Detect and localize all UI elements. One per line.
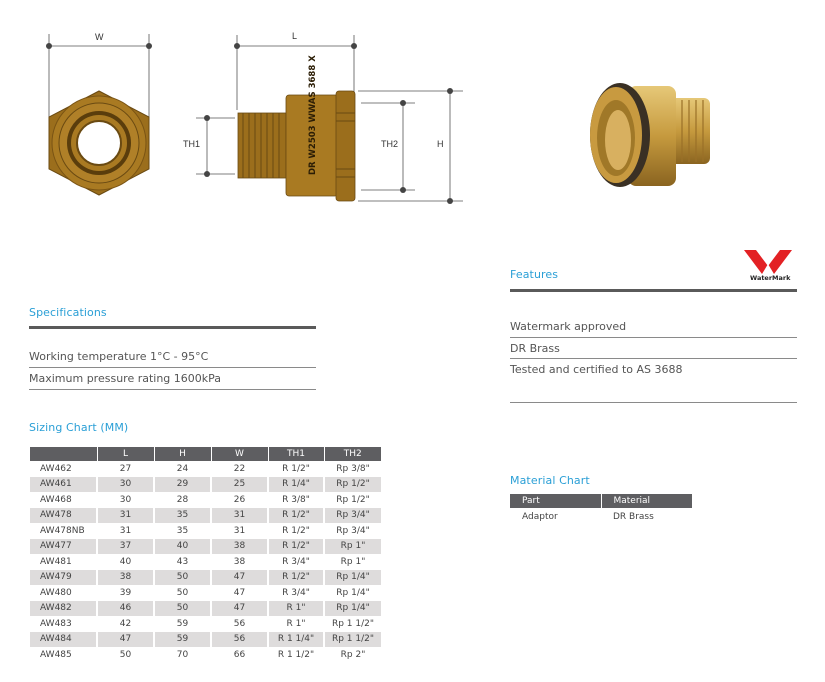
table-row (30, 539, 381, 555)
material-chart-table (510, 494, 692, 523)
column-header-part: Part (510, 494, 601, 508)
cell-th2: Rp 1/4" (324, 570, 381, 586)
dimension-label-l: L (292, 31, 298, 41)
cell-th2: Rp 3/4" (336, 525, 370, 536)
dimension-label-th1: TH1 (183, 139, 201, 149)
cell-model: AW484 (30, 632, 97, 648)
cell-h: 50 (154, 601, 211, 617)
spec-item: Working temperature 1°C - 95°C (29, 350, 209, 363)
cell-w: 31 (211, 508, 268, 524)
dimension-label-w: W (95, 32, 104, 42)
cell-th2: Rp 3/4" (324, 508, 381, 524)
cell-l: 31 (97, 508, 154, 524)
feature-item: Watermark approved (510, 320, 627, 333)
table-row (30, 508, 381, 524)
cell-model: AW480 (30, 585, 97, 601)
cell-l: 39 (97, 585, 154, 601)
cell-h: 59 (154, 616, 211, 632)
cell-th2: Rp 1 1/2" (331, 618, 375, 629)
cell-th2: Rp 1/4" (324, 601, 381, 617)
cell-l: 47 (97, 632, 154, 648)
cell-l: 30 (97, 492, 154, 508)
product-photo (580, 70, 745, 200)
column-header-th1: TH1 (268, 447, 324, 461)
cell-l: 46 (97, 601, 154, 617)
cell-th2: Rp 1/2" (324, 477, 381, 493)
table-row (30, 585, 381, 601)
cell-l: 38 (97, 570, 154, 586)
cell-w: 56 (211, 616, 268, 632)
cell-model: AW468 (30, 492, 97, 508)
cell-th1: R 1 1/4" (268, 632, 324, 648)
cell-th1: R 1/2" (268, 523, 324, 539)
table-row (510, 508, 692, 523)
cell-th2: Rp 1/2" (336, 494, 370, 505)
spec-divider (29, 389, 316, 390)
feature-item: Tested and certified to AS 3688 (510, 363, 683, 376)
cell-material: DR Brass (613, 511, 654, 522)
cell-l: 42 (97, 616, 154, 632)
cell-th1: R 1/2" (268, 539, 324, 555)
sizing-chart-table (30, 447, 381, 663)
features-title: Features (510, 268, 559, 281)
cell-h: 29 (154, 477, 211, 493)
cell-model: AW485 (30, 647, 97, 663)
column-header-th2: TH2 (324, 447, 381, 461)
table-row (30, 461, 381, 477)
cell-h: 50 (154, 570, 211, 586)
cell-model: AW479 (30, 570, 97, 586)
body-marking: DR W2503 WWAS 3688 X (308, 55, 318, 175)
cell-h: 59 (154, 632, 211, 648)
cell-th1: R 1/2" (268, 461, 324, 477)
cell-h: 70 (154, 647, 211, 663)
adaptor-side-icon (175, 25, 475, 215)
cell-th1: R 1/2" (268, 508, 324, 524)
side-view-diagram (175, 25, 475, 215)
feature-divider (510, 337, 797, 338)
cell-w: 25 (211, 477, 268, 493)
cell-l: 30 (97, 477, 154, 493)
feature-divider (510, 402, 797, 403)
cell-h: 50 (154, 585, 211, 601)
cell-th1: R 3/4" (268, 585, 324, 601)
cell-th1: R 1/2" (268, 570, 324, 586)
table-row (30, 616, 381, 632)
table-header-row (510, 494, 692, 508)
specifications-divider (29, 326, 316, 329)
table-header-row (30, 447, 381, 461)
cell-w: 56 (211, 632, 268, 648)
cell-model: AW478NB (30, 523, 97, 539)
cell-th1: R 1/4" (268, 477, 324, 493)
table-row (30, 523, 381, 539)
cell-model: AW461 (30, 477, 97, 493)
column-header-model (30, 447, 97, 461)
cell-model: AW483 (30, 616, 97, 632)
cell-l: 50 (97, 647, 154, 663)
table-row (30, 632, 381, 648)
table-row (30, 601, 381, 617)
cell-th1: R 1" (268, 616, 324, 632)
cell-l: 37 (97, 539, 154, 555)
cell-th2: Rp 1/4" (336, 587, 370, 598)
cell-l: 40 (97, 554, 154, 570)
column-header-w: W (211, 447, 268, 461)
cell-model: AW477 (30, 539, 97, 555)
spec-divider (29, 367, 316, 368)
features-divider (510, 289, 797, 292)
cell-w: 22 (211, 461, 268, 477)
cell-th2: Rp 1" (324, 539, 381, 555)
cell-part: Adaptor (522, 511, 558, 522)
feature-divider (510, 358, 797, 359)
cell-model: AW482 (30, 601, 97, 617)
table-row (30, 477, 381, 493)
dimension-label-th2: TH2 (381, 139, 399, 149)
cell-th1: R 3/8" (268, 492, 324, 508)
sizing-chart-title: Sizing Chart (MM) (29, 421, 129, 434)
brass-adaptor-photo-icon (580, 70, 745, 200)
cell-th1: R 3/4" (268, 554, 324, 570)
specifications-title: Specifications (29, 306, 107, 319)
table-row (30, 647, 381, 663)
dimension-label-h: H (437, 139, 444, 149)
cell-l: 31 (97, 523, 154, 539)
cell-h: 24 (154, 461, 211, 477)
hex-front-icon (20, 20, 180, 220)
cell-th1: R 1" (268, 601, 324, 617)
watermark-w-icon (740, 244, 796, 276)
cell-w: 38 (211, 539, 268, 555)
table-row (30, 554, 381, 570)
column-header-l: L (97, 447, 154, 461)
cell-model: AW462 (30, 461, 97, 477)
cell-w: 31 (211, 523, 268, 539)
feature-item: DR Brass (510, 342, 560, 355)
cell-h: 35 (154, 523, 211, 539)
table-row (30, 570, 381, 586)
table-row (30, 492, 381, 508)
cell-th1: R 1 1/2" (268, 647, 324, 663)
column-header-h: H (154, 447, 211, 461)
cell-w: 47 (211, 601, 268, 617)
cell-h: 43 (154, 554, 211, 570)
cell-h: 28 (154, 492, 211, 508)
spec-item: Maximum pressure rating 1600kPa (29, 372, 222, 385)
cell-w: 38 (211, 554, 268, 570)
cell-th2: Rp 2" (340, 649, 366, 660)
cell-h: 40 (154, 539, 211, 555)
material-chart-title: Material Chart (510, 474, 590, 487)
watermark-logo-text: WaterMark (750, 274, 791, 282)
cell-th2: Rp 1" (340, 556, 366, 567)
column-header-material: Material (601, 494, 692, 508)
cell-l: 27 (97, 461, 154, 477)
cell-h: 35 (154, 508, 211, 524)
cell-w: 26 (211, 492, 268, 508)
front-view-diagram (20, 20, 180, 220)
watermark-logo (740, 244, 796, 284)
cell-w: 66 (211, 647, 268, 663)
cell-w: 47 (211, 570, 268, 586)
cell-model: AW481 (30, 554, 97, 570)
cell-th2: Rp 1 1/2" (324, 632, 381, 648)
cell-th2: Rp 3/8" (336, 463, 370, 474)
cell-w: 47 (211, 585, 268, 601)
cell-model: AW478 (30, 508, 97, 524)
